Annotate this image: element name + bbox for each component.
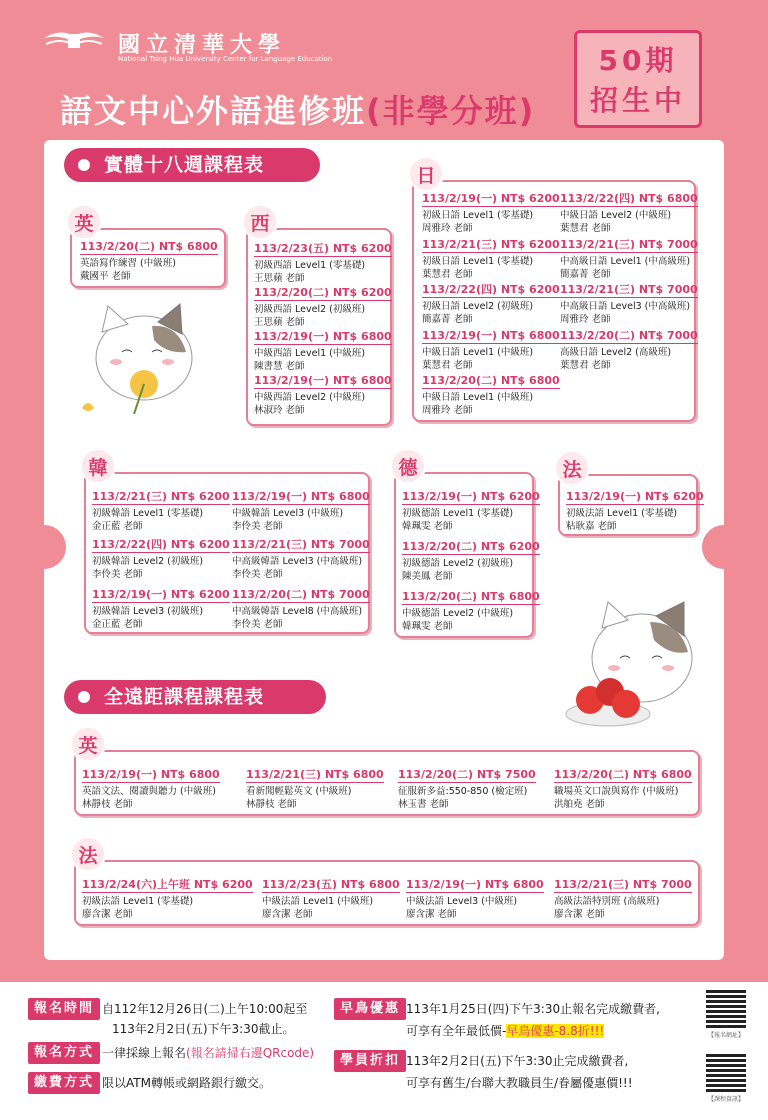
- course-item: 113/2/19(一) NT$ 6200 初級日語 Level1 (零基礎) 周雅玲 老師: [422, 192, 560, 234]
- course-item: 113/2/20(二) NT$ 7000 高級日語 Level2 (高級班) 葉慧君 老師: [560, 329, 698, 371]
- course-info-qr-code-icon[interactable]: [706, 1052, 746, 1092]
- course-item: 113/2/23(五) NT$ 6200 初級西語 Level1 (零基礎) 王思蘋 老師: [254, 242, 392, 284]
- lang-label: 英: [70, 726, 106, 762]
- lang-label: 英: [66, 204, 102, 240]
- lang-label: 法: [70, 836, 106, 872]
- registration-qr-code-icon[interactable]: [706, 988, 746, 1028]
- course-item: 113/2/19(一) NT$ 6800 中級日語 Level1 (中級班) 葉慧君 老師: [422, 329, 560, 371]
- course-item: 113/2/19(一) NT$ 6800 中級西語 Level1 (中級班) 陳書慧 老師: [254, 330, 392, 372]
- nthu-logo-icon: [42, 28, 106, 52]
- qr-caption: 【課程資訊】: [708, 1096, 745, 1103]
- course-item: 113/2/20(二) NT$ 6800 職場英文口說與寫作 (中級班) 洪舶堯 老師: [554, 768, 692, 810]
- section-title-onsite: 實體十八週課程表: [64, 148, 320, 182]
- course-item: 113/2/19(一) NT$ 6800 中級法語 Level3 (中級班) 廖含潔 老師: [406, 878, 544, 920]
- course-box-french-remote: [74, 845, 700, 926]
- registration-period-line1: 自112年12月26日(二)上午10:00起至: [102, 1002, 308, 1016]
- course-item: 113/2/21(三) NT$ 6200 初級韓語 Level1 (零基礎) 金正藍 老師: [92, 490, 230, 532]
- course-item: 113/2/19(一) NT$ 6800 英語文法、閱讀與聽力 (中級班) 林靜枝 老師: [82, 768, 220, 810]
- course-item: 113/2/22(四) NT$ 6800 中級日語 Level2 (中級班) 葉慧君 老師: [560, 192, 698, 234]
- course-item: 113/2/19(一) NT$ 6200 初級法語 Level1 (零基礎) 粘耿嘉 老師: [566, 490, 704, 532]
- course-item: 113/2/21(三) NT$ 7000 中高級日語 Level1 (中高級班) 簡嘉菁 老師: [560, 238, 698, 280]
- course-box-korean: [84, 457, 370, 634]
- lang-label: 日: [408, 156, 444, 192]
- course-item: 113/2/21(三) NT$ 6200 初級日語 Level1 (零基礎) 葉慧君 老師: [422, 238, 560, 280]
- lang-label: 德: [390, 448, 426, 484]
- course-item: 113/2/20(二) NT$ 7500 征服新多益:550-850 (檢定班) 林玉書 老師: [398, 768, 536, 810]
- course-item: 113/2/19(一) NT$ 6800 中級韓語 Level3 (中級班) 李伶美 老師: [232, 490, 370, 532]
- lang-label: 韓: [80, 448, 116, 484]
- tag-payment-method: 繳費方式: [28, 1072, 100, 1094]
- early-bird-line1: 113年1月25日(四)下午3:30止報名完成繳費者,: [406, 1002, 660, 1016]
- section-title-remote: 全遠距課程課程表: [64, 680, 326, 714]
- course-box-japanese: [412, 165, 698, 422]
- cat-with-apples-illustration: [560, 596, 700, 746]
- course-item: 113/2/19(一) NT$ 6800 中級西語 Level2 (中級班) 林淑玲 老師: [254, 374, 392, 416]
- course-item: 113/2/21(三) NT$ 7000 中高級韓語 Level3 (中高級班) 李伶美 老師: [232, 538, 370, 580]
- header: [0, 0, 768, 135]
- course-item: 113/2/20(二) NT$ 6800 中級日語 Level1 (中級班) 周雅玲 老師: [422, 374, 560, 416]
- registration-info: [0, 982, 768, 1120]
- cat-with-flower-illustration: [82, 296, 212, 416]
- payment-method: 限以ATM轉帳或網路銀行繳交。: [102, 1076, 271, 1090]
- course-box-spanish: [246, 213, 392, 426]
- early-bird-line2: 可享有全年最低價-早鳥優惠-8.8折!!!: [406, 1024, 605, 1038]
- registration-method: 一律採線上報名(報名請掃右邊QRcode): [102, 1046, 315, 1060]
- course-box-english: [70, 213, 226, 288]
- course-item: 113/2/20(二) NT$ 6800 英語寫作練習 (中級班) 戴國平 老師: [80, 240, 218, 282]
- course-box-german: [394, 457, 540, 638]
- tag-early-bird: 早鳥優惠: [334, 998, 406, 1020]
- tag-registration-period: 報名時間: [28, 998, 100, 1020]
- course-item: 113/2/22(四) NT$ 6200 初級日語 Level2 (初級班) 簡嘉菁 老師: [422, 283, 560, 325]
- course-item: 113/2/20(二) NT$ 6200 初級西語 Level2 (初級班) 王思蘋 老師: [254, 286, 392, 328]
- qr-caption: 【報名網址】: [708, 1032, 745, 1039]
- course-box-french: [558, 459, 704, 536]
- course-item: 113/2/20(二) NT$ 6800 中級德語 Level2 (中級班) 韓珮雯 老師: [402, 590, 540, 632]
- student-discount-line1: 113年2月2日(五)下午3:30止完成繳費者,: [406, 1054, 629, 1068]
- registration-period-line2: 113年2月2日(五)下午3:30截止。: [112, 1022, 295, 1036]
- course-item: 113/2/21(三) NT$ 7000 中高級日語 Level3 (中高級班) 周雅玲 老師: [560, 283, 698, 325]
- course-item: 113/2/20(二) NT$ 6200 初級德語 Level2 (初級班) 陳美鳳 老師: [402, 540, 540, 582]
- lang-label: 法: [554, 450, 590, 486]
- tag-registration-method: 報名方式: [28, 1042, 100, 1064]
- course-box-english-remote: [74, 735, 700, 816]
- student-discount-line2: 可享有舊生/台聯大教職員生/眷屬優惠價!!!: [406, 1076, 633, 1090]
- course-item: 113/2/19(一) NT$ 6200 初級韓語 Level3 (初級班) 金正藍 老師: [92, 588, 230, 630]
- course-item: 113/2/20(二) NT$ 7000 中高級韓語 Level8 (中高級班) 李伶美 老師: [232, 588, 370, 630]
- page-title: 語文中心外語進修班(非學分班): [60, 92, 536, 130]
- course-item: 113/2/19(一) NT$ 6200 初級德語 Level1 (零基礎) 韓珮雯 老師: [402, 490, 540, 532]
- course-item: 113/2/23(五) NT$ 6800 中級法語 Level1 (中級班) 廖含潔 老師: [262, 878, 400, 920]
- course-item: 113/2/24(六)上午班 NT$ 6200 初級法語 Level1 (零基礎) 廖含潔 老師: [82, 878, 253, 920]
- enrollment-badge: 50期 招生中: [574, 30, 702, 128]
- university-name: 國立清華大學: [118, 32, 287, 58]
- university-name-en: National Tsing Hua University Center for Language Education: [118, 55, 333, 63]
- lang-label: 西: [242, 204, 278, 240]
- course-item: 113/2/21(三) NT$ 7000 高級法語特別班 (高級班) 廖含潔 老師: [554, 878, 692, 920]
- tag-student-discount: 學員折扣: [334, 1050, 406, 1072]
- course-item: 113/2/21(三) NT$ 6800 看新聞輕鬆英文 (中級班) 林靜枝 老師: [246, 768, 384, 810]
- course-item: 113/2/22(四) NT$ 6200 初級韓語 Level2 (初級班) 李伶美 老師: [92, 538, 230, 580]
